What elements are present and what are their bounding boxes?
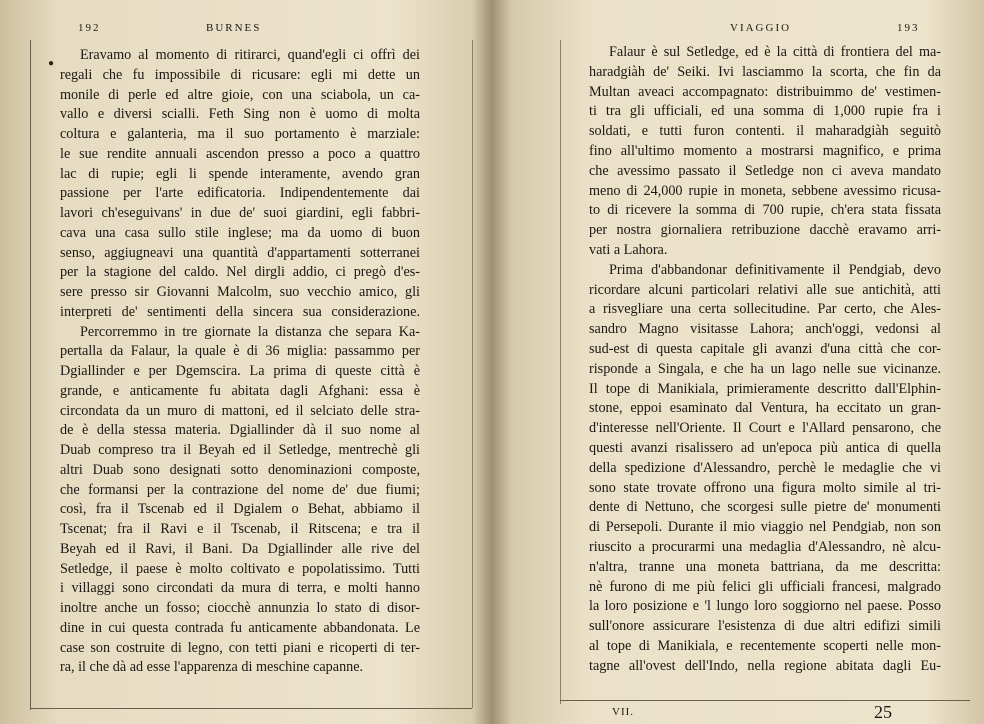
left-running-head: BURNES bbox=[206, 22, 262, 34]
text-line: sono state trovate offrono una figura molto simile al tri- bbox=[589, 480, 941, 496]
text-line: passione per l'arte edificatoria. Indipendentemente dai bbox=[60, 186, 420, 202]
sheet-number: 25 bbox=[874, 702, 892, 722]
text-line: cava una casa sullo stile inglese; ma da uomo di buon bbox=[60, 225, 420, 241]
text-line: sud-est di questa capitale gli avanzi d'una città che cor- bbox=[589, 342, 941, 357]
text-line: altri Duab sono designati sotto denominazioni composte, bbox=[60, 462, 420, 478]
text-line: Tscenat; fra il Ravi e il Tscenab, il Ritscena; e tra il bbox=[60, 522, 420, 537]
text-line: la loro posizione e 'l lungo loro soggiorno nel paese. Posso bbox=[589, 599, 941, 615]
right-running-head: VIAGGIO bbox=[730, 22, 792, 34]
text-line: case son costruite di legno, con tetti piani e ricoperti di ter- bbox=[60, 640, 420, 656]
text-line: de è della stessa materia. Dgiallinder dà il suo nome al bbox=[60, 423, 420, 439]
text-line: monile di perle ed altre gioie, con una sciabola, un ca- bbox=[60, 87, 420, 103]
text-line: risponde a Singala, e che ha un lago nelle sue vicinanze. bbox=[589, 361, 941, 377]
text-line: Il tope di Manikiala, primieramente descritto dall'Elphin- bbox=[589, 381, 941, 397]
text-line: circondata da un muro di mattoni, ed il selciato delle stra- bbox=[60, 403, 420, 419]
text-line: Multan aveaci accompagnato: distribuimmo de' vestimen- bbox=[589, 84, 941, 100]
right-page-number: 193 bbox=[897, 22, 920, 34]
left-inner-rule bbox=[472, 40, 473, 708]
text-line: che avessimo passato il Setledge non ci aveva mandato bbox=[589, 163, 941, 179]
left-page-number: 192 bbox=[78, 22, 101, 34]
text-line: grande, e anticamente fu abitata dagli Afghani: essa è bbox=[60, 383, 420, 399]
right-page bbox=[492, 0, 984, 724]
text-line: dine in cui questa contrada fu anticamente abbandonata. Le bbox=[60, 620, 420, 636]
text-line: stone, eppoi esaminato dal Ventura, ha eccitato un gran- bbox=[589, 401, 941, 417]
text-line: Setledge, il paese è molto coltivato e popolatissimo. Tutti bbox=[60, 561, 420, 577]
text-line: per nostra giornaliera retribuzione dacchè eravamo arri- bbox=[589, 223, 941, 239]
text-line: Dgiallinder e per Dgemscira. La prima di queste città è bbox=[60, 364, 420, 379]
text-line: le sue rendite annuali ascendon presso a poco a quattro bbox=[60, 146, 420, 162]
text-line: i villaggi sono circondati da mura di terra, e molti hanno bbox=[60, 581, 420, 597]
text-line: n'altra, tranne una moneta battriana, da me descritta: bbox=[589, 559, 941, 575]
text-line: vallo e diversi scialli. Feth Sing non è uomo di molta bbox=[60, 107, 420, 123]
text-line: di Persepoli. Durante il mio viaggio nel Pendgiab, non son bbox=[589, 520, 941, 536]
text-line: lac di rupie; egli li spende interamente, avendo gran bbox=[60, 166, 420, 182]
text-line: ricordare alcuni particolari relativi alle sue antichità, atti bbox=[589, 282, 941, 298]
text-line: Falaur è sul Setledge, ed è la città di frontiera del ma- bbox=[609, 45, 941, 60]
text-line: vati a Lahora. bbox=[589, 242, 668, 258]
text-line: regali che fu impossibile di ricusare: egli mi dette un bbox=[60, 67, 420, 83]
text-line: a risvegliare una certa sollecitudine. Par certo, che Ales- bbox=[589, 302, 941, 318]
text-line: Prima d'abbandonar definitivamente il Pendgiab, devo bbox=[609, 262, 941, 278]
text-line: della spedizione d'Alessandro, perchè le medaglie che vi bbox=[589, 460, 941, 476]
left-frame-rule bbox=[30, 40, 31, 710]
text-line: così, fra il Tscenab ed il Dgialem o Behat, abbiamo il bbox=[60, 502, 420, 518]
left-margin-bullet: ● bbox=[48, 58, 55, 69]
text-line: dente di Nettuno, che scorgesi sulle pietre de' monumenti bbox=[589, 500, 941, 516]
text-line: sull'onore assicurare l'esistenza di due altri edifizi simili bbox=[589, 619, 941, 635]
text-line: lavori ch'eseguivans' in due de' suoi giardini, egli fabbri- bbox=[60, 206, 420, 221]
text-line: questi avanzi risalissero ad un'epoca più antica di quella bbox=[589, 441, 941, 456]
text-line: haradgiàh de' Seiki. Ivi lasciammo la scorta, che fin da bbox=[589, 64, 941, 80]
text-line: al tope di Manikiala, e recentemente scoperti nelle mon- bbox=[589, 639, 941, 654]
right-bottom-rule bbox=[560, 700, 970, 701]
text-line: che formansi per la contrazione del nome de' due fiumi; bbox=[60, 482, 420, 498]
text-line: tagne all'ovest dell'Indo, nella regione abitata dagli Eu- bbox=[589, 658, 941, 674]
text-line: to di ricevere la somma di 700 rupie, ch'era stata fissata bbox=[589, 203, 941, 219]
signature-mark: VII. bbox=[612, 706, 635, 718]
text-line: d'interesse nell'Oriente. Il Court e l'Allard pensarono, che bbox=[589, 421, 941, 437]
text-line: per la stagione del caldo. Nel dirgli addio, ci pregò d'es- bbox=[60, 265, 420, 281]
text-line: Percorremmo in tre giornate la distanza che separa Ka- bbox=[80, 324, 420, 340]
text-line: soldati, e tutti furon contenti. il maharadgiàh seguitò bbox=[589, 124, 941, 140]
text-line: nè furono di me più felici gli ufficiali francesi, malgrado bbox=[589, 579, 941, 595]
text-line: ti tra gli ufficiali, ed una somma di 1,000 rupie fra i bbox=[589, 104, 941, 120]
text-line: Duab compreso tra il Beyah ed il Setledge, mentrechè gli bbox=[60, 443, 420, 458]
text-line: inoltre anche un fosso; ciocchè annunzia lo stato di disor- bbox=[60, 601, 420, 616]
text-line: pertalla da Falaur, la quale è di 36 miglia: passammo per bbox=[60, 344, 420, 360]
left-bottom-rule bbox=[30, 708, 472, 709]
text-line: coltura e galanteria, ma il suo portamento è marziale: bbox=[60, 127, 420, 142]
text-line: Beyah ed il Ravi, il Bani. Da Dgiallinder alle rive del bbox=[60, 541, 420, 557]
text-line: sandro Magno visitasse Lahora; anch'oggi, vedonsi al bbox=[589, 322, 941, 338]
text-line: sere presso sir Giovanni Malcolm, suo vecchio amico, gli bbox=[60, 285, 420, 300]
right-inner-rule bbox=[560, 40, 561, 704]
text-line: ra, il che dà ad esse l'apparenza di meschine capanne. bbox=[60, 659, 364, 676]
text-line: fino all'ultimo momento a mostrarsi magnifico, e prima bbox=[589, 144, 941, 159]
text-line: interpreti de' sentimenti della sincera sua considerazione. bbox=[60, 304, 420, 320]
text-line: Eravamo al momento di ritirarci, quand'egli ci offrì dei bbox=[80, 48, 420, 63]
text-line: riuscito a procurarmi una medaglia d'Alessandro, nè alcu- bbox=[589, 540, 941, 555]
text-line: senso, aggiugneavi una quantità d'appartamenti sotterranei bbox=[60, 245, 420, 261]
text-line: meno di 24,000 rupie in moneta, sebbene avessimo ricusa- bbox=[589, 183, 941, 199]
